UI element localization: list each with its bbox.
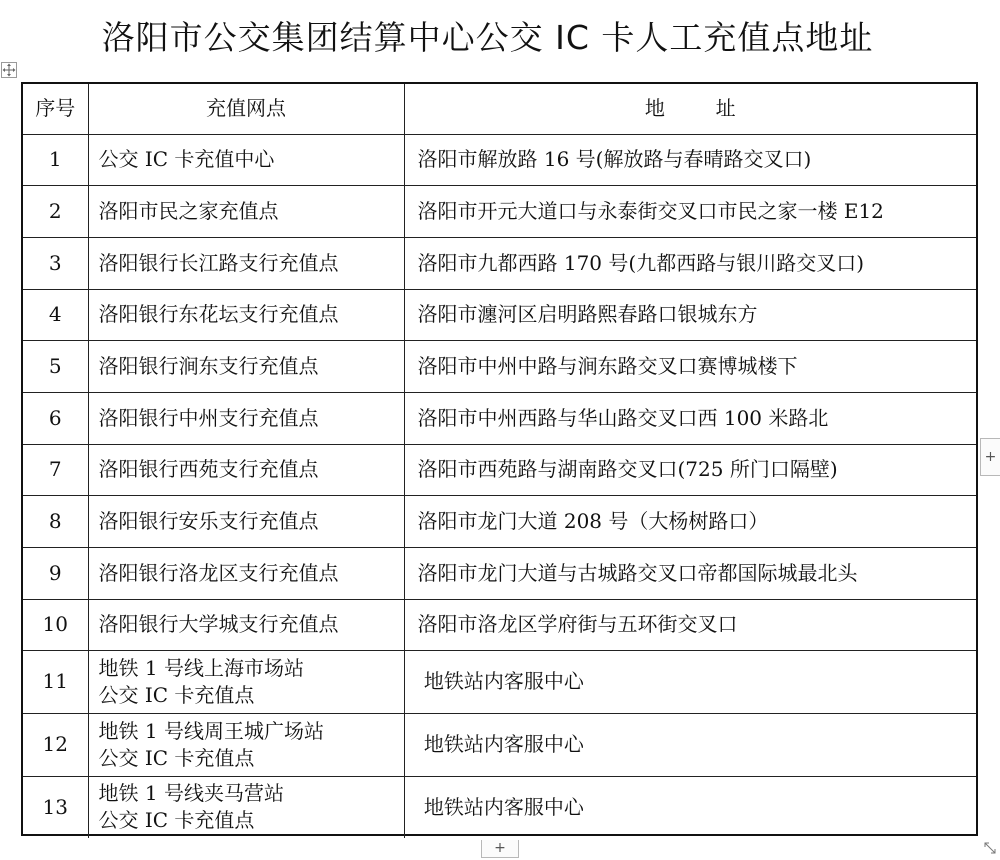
address-cell: 洛阳市解放路 16 号(解放路与春晴路交叉口) xyxy=(404,134,976,185)
site-cell: 洛阳市民之家充值点 xyxy=(88,185,404,237)
row-number-cell: 13 xyxy=(23,776,88,838)
address-cell: 地铁站内客服中心 xyxy=(404,713,976,776)
table-row xyxy=(23,776,976,838)
address-cell: 洛阳市洛龙区学府街与五环街交叉口 xyxy=(404,599,976,650)
table-row xyxy=(23,650,976,713)
table-move-handle[interactable] xyxy=(1,62,17,78)
table-row xyxy=(23,237,976,289)
row-number-cell: 9 xyxy=(23,547,88,599)
charging-points-table xyxy=(21,82,978,836)
site-line: 公交 IC 卡充值点 xyxy=(98,745,255,770)
address-cell: 地铁站内客服中心 xyxy=(404,776,976,838)
table-row xyxy=(23,340,976,392)
site-line: 公交 IC 卡充值点 xyxy=(98,808,255,833)
row-number-cell: 7 xyxy=(23,444,88,495)
site-line: 地铁 1 号线周王城广场站 xyxy=(98,718,324,743)
site-cell: 洛阳银行中州支行充值点 xyxy=(88,392,404,444)
site-line: 地铁 1 号线夹马营站 xyxy=(98,781,284,806)
address-cell: 洛阳市龙门大道 208 号（大杨树路口） xyxy=(404,495,976,547)
table-row xyxy=(23,392,976,444)
row-number-cell: 11 xyxy=(23,650,88,713)
site-cell: 洛阳银行长江路支行充值点 xyxy=(88,237,404,289)
table-row xyxy=(23,185,976,237)
row-number-cell: 2 xyxy=(23,185,88,237)
site-cell: 洛阳银行西苑支行充值点 xyxy=(88,444,404,495)
resize-corner-icon xyxy=(982,840,998,856)
address-cell: 洛阳市开元大道口与永泰街交叉口市民之家一楼 E12 xyxy=(404,185,976,237)
table-row xyxy=(23,599,976,650)
table-header-row xyxy=(23,84,976,134)
address-cell: 洛阳市瀍河区启明路熙春路口银城东方 xyxy=(404,289,976,340)
site-line: 公交 IC 卡充值点 xyxy=(98,682,255,707)
table-row xyxy=(23,134,976,185)
address-cell: 洛阳市中州西路与华山路交叉口西 100 米路北 xyxy=(404,392,976,444)
site-cell: 洛阳银行东花坛支行充值点 xyxy=(88,289,404,340)
row-number-cell: 1 xyxy=(23,134,88,185)
site-cell: 洛阳银行涧东支行充值点 xyxy=(88,340,404,392)
table-row xyxy=(23,547,976,599)
row-number-cell: 8 xyxy=(23,495,88,547)
site-cell xyxy=(88,650,404,713)
add-row-button[interactable]: + xyxy=(980,438,1000,476)
add-column-button[interactable]: + xyxy=(481,840,519,858)
table-row xyxy=(23,713,976,776)
address-cell: 洛阳市九都西路 170 号(九都西路与银川路交叉口) xyxy=(404,237,976,289)
address-cell: 洛阳市龙门大道与古城路交叉口帝都国际城最北头 xyxy=(404,547,976,599)
site-cell: 洛阳银行洛龙区支行充值点 xyxy=(88,547,404,599)
row-number-cell: 10 xyxy=(23,599,88,650)
site-cell: 公交 IC 卡充值中心 xyxy=(88,134,404,185)
table-resize-handle[interactable] xyxy=(982,840,998,856)
document-title: 洛阳市公交集团结算中心公交 IC 卡人工充值点地址 xyxy=(101,18,874,57)
row-number-cell: 6 xyxy=(23,392,88,444)
table-row xyxy=(23,495,976,547)
address-cell: 洛阳市中州中路与涧东路交叉口赛博城楼下 xyxy=(404,340,976,392)
row-number-cell: 3 xyxy=(23,237,88,289)
site-cell: 洛阳银行大学城支行充值点 xyxy=(88,599,404,650)
address-cell: 洛阳市西苑路与湖南路交叉口(725 所门口隔壁) xyxy=(404,444,976,495)
move-arrows-icon xyxy=(2,63,16,77)
row-number-cell: 12 xyxy=(23,713,88,776)
site-cell xyxy=(88,713,404,776)
header-cell-number: 序号 xyxy=(23,84,88,134)
row-number-cell: 4 xyxy=(23,289,88,340)
site-cell: 洛阳银行安乐支行充值点 xyxy=(88,495,404,547)
table-row xyxy=(23,444,976,495)
site-line: 地铁 1 号线上海市场站 xyxy=(98,655,304,680)
address-cell: 地铁站内客服中心 xyxy=(404,650,976,713)
row-number-cell: 5 xyxy=(23,340,88,392)
site-cell xyxy=(88,776,404,838)
header-cell-site: 充值网点 xyxy=(88,84,404,134)
header-cell-address: 地 址 xyxy=(404,84,976,134)
table-row xyxy=(23,289,976,340)
